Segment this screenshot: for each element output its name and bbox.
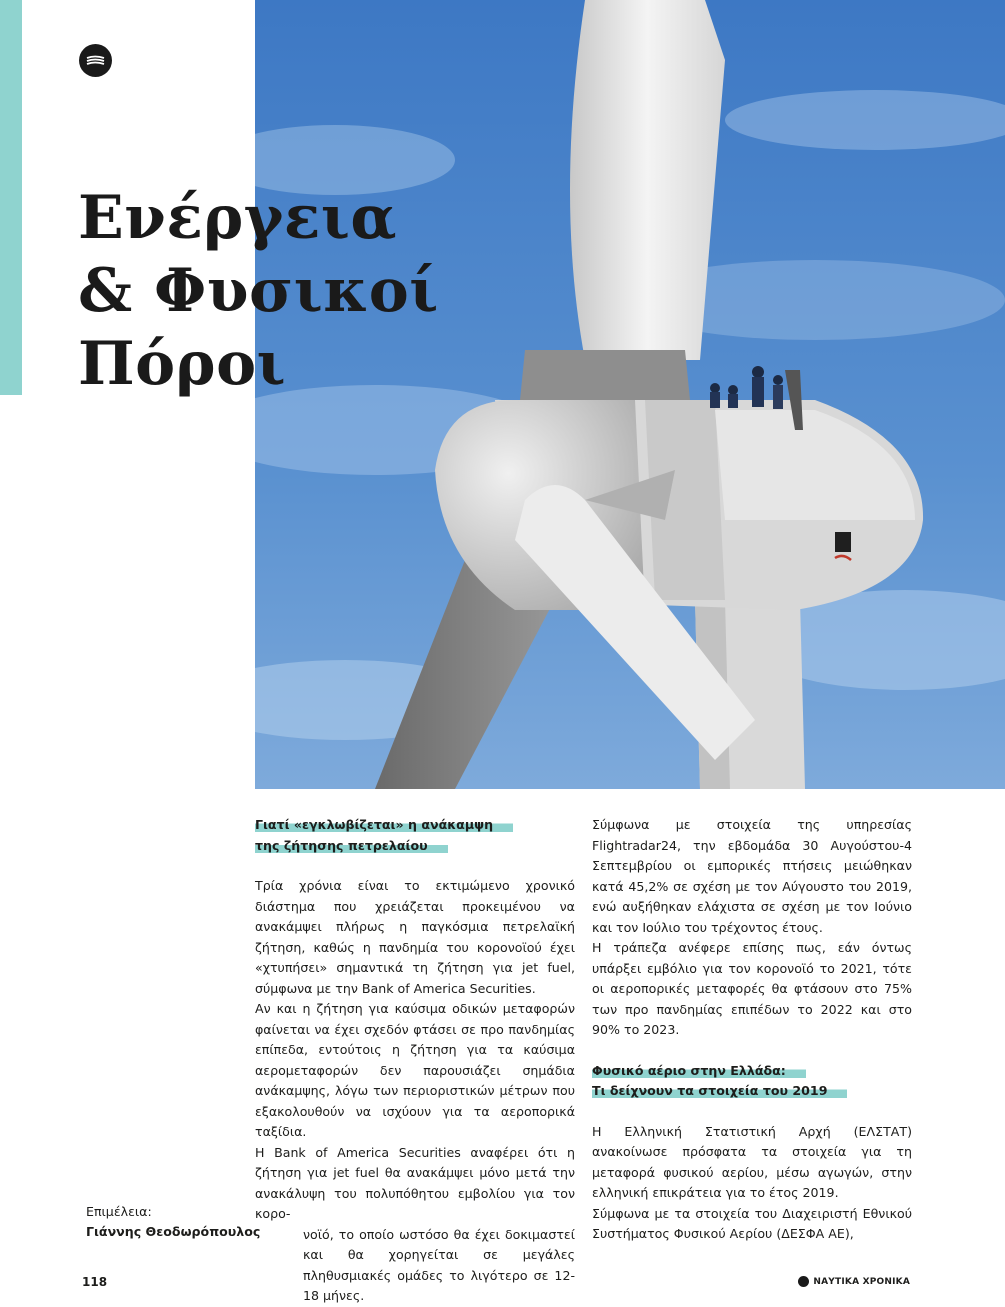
article-column-1 [255,815,575,1307]
paragraph: Η Ελληνική Στατιστική Αρχή (ΕΛΣΤΑΤ) ανακοίνωσε πρόσφατα τα στοιχεία για τη μεταφορά φυσικού αερίου, μέσω αγωγών, στην ελληνική επικράτεια για το έτος 2019. [592,1123,912,1200]
title-line-1: Ενέργεια [78,183,398,253]
footer-brand [798,1276,910,1287]
paragraph: νοϊό, το οποίο ωστόσο θα έχει δοκιμαστεί και θα χορηγείται σε μεγάλες πληθυσμιακές ομάδες το λιγότερο σε 12-18 μήνες. [303,1226,575,1303]
paragraph: Η τράπεζα ανέφερε επίσης πως, εάν όντως υπάρξει εμβόλιο για τον κορονοϊό το 2021, τότε οι αεροπορικές μεταφορές θα φτάσουν στο 75% των προ πανδημίας επιπέδων το 2022 και στο 90% το 2023. [592,940,912,1037]
paragraph: Η Bank of America Securities αναφέρει ότι η ζήτηση για jet fuel θα ανακάμψει μόνο μετά την ανακάλυψη του πολυπόθητου εμβολίου για τον κορο- [255,1144,575,1221]
credit-name: Γιάννης Θεοδωρόπουλος [86,1224,261,1239]
credit-label: Επιμέλεια: [86,1204,152,1219]
circle-logo-icon [79,44,112,77]
paragraph: Σύμφωνα με στοιχεία της υπηρεσίας Flightradar24, την εβδομάδα 30 Αυγούστου-4 Σεπτεμβρίου οι εμπορικές πτήσεις μειώθηκαν κατά 45,2% σε σχέση με τον Αύγουστο του 2019, ενώ αυξήθηκαν ελάχιστα σε σχέση με τον Ιούνιο και τον Ιούλιο του τρέχοντος έτους. [592,817,912,935]
section-heading-gas [592,1061,912,1102]
page-title [78,182,439,401]
paragraph: Αν και η ζήτηση για καύσιμα οδικών μεταφορών φαίνεται να έχει σχεδόν φτάσει σε προ πανδημίας επίπεδα, εντούτοις η ζήτηση για τα καύσιμα αερομεταφορών δεν παρουσιάζει σημάδια ανάκαμψης, λόγω των περιοριστικών μέτρων που εξακολουθούν να ισχύουν για τα αεροπορικά ταξίδια. [255,1001,575,1139]
brand-name: ΝΑΥΤΙΚΑ ΧΡΟΝΙΚΑ [813,1276,910,1287]
heading-line-1: Φυσικό αέριο στην Ελλάδα: [592,1063,806,1078]
editor-credit [86,1202,260,1242]
paragraph: Τρία χρόνια είναι το εκτιμώμενο χρονικό διάστημα που χρειάζεται προκειμένου να ανακάμψει πλήρως η παγκόσμια πετρελαϊκή ζήτηση, καθώς η πανδημία του κορονοϊού έχει «χτυπήσει» σημαντικά τη ζήτηση για jet fuel, σύμφωνα με την Bank of America Securities. [255,878,575,996]
title-line-3: Πόροι [78,329,287,399]
heading-line-2: της ζήτησης πετρελαίου [255,838,448,853]
accent-bar [0,0,22,395]
article-column-2 [592,815,912,1245]
brand-logo-icon [798,1276,809,1287]
heading-line-1: Γιατί «εγκλωβίζεται» η ανάκαμψη [255,817,513,832]
page-number: 118 [82,1275,108,1289]
section-heading-oil [255,815,575,856]
heading-line-2: Τι δείχνουν τα στοιχεία του 2019 [592,1083,847,1098]
title-line-2: & Φυσικοί [78,256,439,326]
paragraph: Σύμφωνα με τα στοιχεία του Διαχειριστή Εθνικού Συστήματος Φυσικού Αερίου (ΔΕΣΦΑ ΑΕ), [592,1205,912,1241]
